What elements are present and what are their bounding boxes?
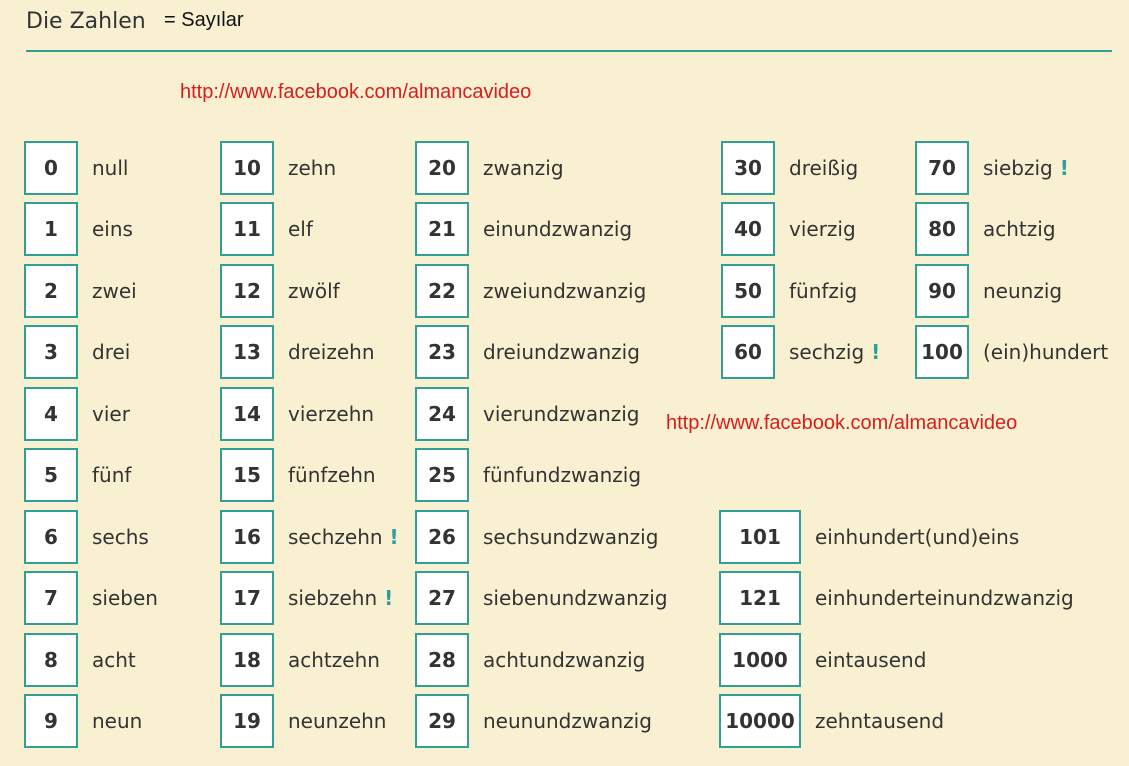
- number-word-text: drei: [92, 340, 131, 364]
- number-word-text: siebzehn: [288, 586, 378, 610]
- number-box: 13: [220, 325, 274, 379]
- number-word: [92, 387, 130, 441]
- exclamation-mark: !: [382, 525, 399, 549]
- number-word: [483, 325, 640, 379]
- number-box: 4: [24, 387, 78, 441]
- number-word-text: dreiundzwanzig: [483, 340, 640, 364]
- number-word-text: sieben: [92, 586, 158, 610]
- number-word-text: zwanzig: [483, 156, 564, 180]
- number-word: [92, 448, 131, 502]
- number-word-text: fünfundzwanzig: [483, 463, 642, 487]
- number-word-text: siebzig: [983, 156, 1053, 180]
- number-word: [983, 264, 1062, 318]
- page-title: Die Zahlen: [26, 9, 146, 34]
- number-box: 50: [721, 264, 775, 318]
- number-word: [92, 325, 130, 379]
- number-box: 17: [220, 571, 274, 625]
- number-word: [288, 633, 380, 687]
- number-box: 101: [719, 510, 801, 564]
- number-box: 27: [415, 571, 469, 625]
- number-box: 28: [415, 633, 469, 687]
- number-word-text: einhunderteinundzwanzig: [815, 586, 1074, 610]
- page-header: [26, 6, 1112, 52]
- number-word-text: achtzig: [983, 217, 1056, 241]
- number-word-text: eins: [92, 217, 133, 241]
- number-box: 40: [721, 202, 775, 256]
- facebook-link-top[interactable]: http://www.facebook.com/almancavideo: [180, 81, 532, 103]
- number-word-text: zwölf: [288, 279, 340, 303]
- facebook-link-middle[interactable]: http://www.facebook.com/almancavideo: [666, 412, 1018, 434]
- number-box: 16: [220, 510, 274, 564]
- number-box: 100: [915, 325, 969, 379]
- number-word: [789, 141, 858, 195]
- number-word-text: zehn: [288, 156, 337, 180]
- number-word-text: neunzig: [983, 279, 1063, 303]
- number-word: [288, 387, 374, 441]
- page-subtitle: = Sayılar: [164, 9, 244, 31]
- number-word: [483, 510, 658, 564]
- number-box: 2: [24, 264, 78, 318]
- number-word-text: zweiundzwanzig: [483, 279, 647, 303]
- number-box: 5: [24, 448, 78, 502]
- number-box: 90: [915, 264, 969, 318]
- number-box: 80: [915, 202, 969, 256]
- number-word-text: sechzehn: [288, 525, 383, 549]
- number-word: [92, 633, 136, 687]
- number-box: 23: [415, 325, 469, 379]
- number-word: [483, 694, 652, 748]
- number-word: [815, 510, 1019, 564]
- number-word: [983, 325, 1108, 379]
- number-box: 15: [220, 448, 274, 502]
- number-word-text: eintausend: [815, 648, 927, 672]
- number-word: [789, 264, 857, 318]
- exclamation-mark: !: [864, 340, 881, 364]
- number-word: [288, 325, 375, 379]
- number-box: 70: [915, 141, 969, 195]
- number-word: [92, 694, 142, 748]
- number-word: [92, 141, 128, 195]
- number-word-text: vier: [92, 402, 130, 426]
- number-box: 20: [415, 141, 469, 195]
- number-box: 10: [220, 141, 274, 195]
- number-word-text: fünfzehn: [288, 463, 376, 487]
- number-box: 121: [719, 571, 801, 625]
- number-box: 10000: [719, 694, 801, 748]
- number-box: 7: [24, 571, 78, 625]
- number-box: 12: [220, 264, 274, 318]
- number-word: [288, 448, 376, 502]
- number-box: 21: [415, 202, 469, 256]
- number-word: [288, 202, 313, 256]
- number-word: [92, 571, 158, 625]
- number-box: 18: [220, 633, 274, 687]
- number-word: [789, 325, 880, 379]
- number-word-text: elf: [288, 217, 313, 241]
- number-word-text: sechs: [92, 525, 149, 549]
- number-word: [288, 510, 399, 564]
- number-box: 24: [415, 387, 469, 441]
- number-word-text: einhundert(und)eins: [815, 525, 1020, 549]
- number-box: 6: [24, 510, 78, 564]
- number-word-text: sechsundzwanzig: [483, 525, 659, 549]
- number-box: 26: [415, 510, 469, 564]
- number-word-text: achtzehn: [288, 648, 380, 672]
- number-box: 30: [721, 141, 775, 195]
- number-box: 19: [220, 694, 274, 748]
- number-word: [92, 264, 137, 318]
- number-word-text: vierzehn: [288, 402, 375, 426]
- number-box: 1000: [719, 633, 801, 687]
- number-word-text: zehntausend: [815, 709, 945, 733]
- number-word-text: (ein)hundert: [983, 340, 1109, 364]
- number-word-text: fünf: [92, 463, 132, 487]
- number-word: [815, 571, 1074, 625]
- number-word: [815, 694, 944, 748]
- number-word-text: sechzig: [789, 340, 865, 364]
- number-box: 1: [24, 202, 78, 256]
- number-word-text: neun: [92, 709, 143, 733]
- number-box: 3: [24, 325, 78, 379]
- number-word: [983, 141, 1069, 195]
- number-word: [483, 202, 632, 256]
- number-word-text: einundzwanzig: [483, 217, 633, 241]
- number-word: [92, 510, 149, 564]
- number-box: 14: [220, 387, 274, 441]
- number-word: [483, 571, 668, 625]
- number-word-text: zwei: [92, 279, 137, 303]
- number-box: 9: [24, 694, 78, 748]
- number-word-text: neunundzwanzig: [483, 709, 652, 733]
- number-word: [983, 202, 1056, 256]
- number-word: [483, 448, 641, 502]
- number-box: 0: [24, 141, 78, 195]
- number-box: 22: [415, 264, 469, 318]
- number-word-text: siebenundzwanzig: [483, 586, 668, 610]
- number-box: 29: [415, 694, 469, 748]
- number-word: [483, 141, 564, 195]
- number-word-text: vierzig: [789, 217, 856, 241]
- exclamation-mark: !: [1052, 156, 1069, 180]
- number-box: 25: [415, 448, 469, 502]
- exclamation-mark: !: [377, 586, 394, 610]
- number-word: [815, 633, 926, 687]
- number-box: 60: [721, 325, 775, 379]
- number-box: 11: [220, 202, 274, 256]
- number-word-text: fünfzig: [789, 279, 858, 303]
- number-word-text: dreizehn: [288, 340, 375, 364]
- number-word-text: achtundzwanzig: [483, 648, 646, 672]
- number-word-text: vierundzwanzig: [483, 402, 640, 426]
- number-word: [288, 571, 393, 625]
- number-word: [288, 694, 387, 748]
- number-box: 8: [24, 633, 78, 687]
- number-word-text: acht: [92, 648, 136, 672]
- number-word-text: null: [92, 156, 129, 180]
- number-word: [483, 264, 646, 318]
- number-word: [483, 633, 645, 687]
- number-word-text: neunzehn: [288, 709, 387, 733]
- number-word: [288, 264, 340, 318]
- number-word: [288, 141, 336, 195]
- number-word: [92, 202, 133, 256]
- number-word: [789, 202, 856, 256]
- number-word-text: dreißig: [789, 156, 859, 180]
- number-word: [483, 387, 640, 441]
